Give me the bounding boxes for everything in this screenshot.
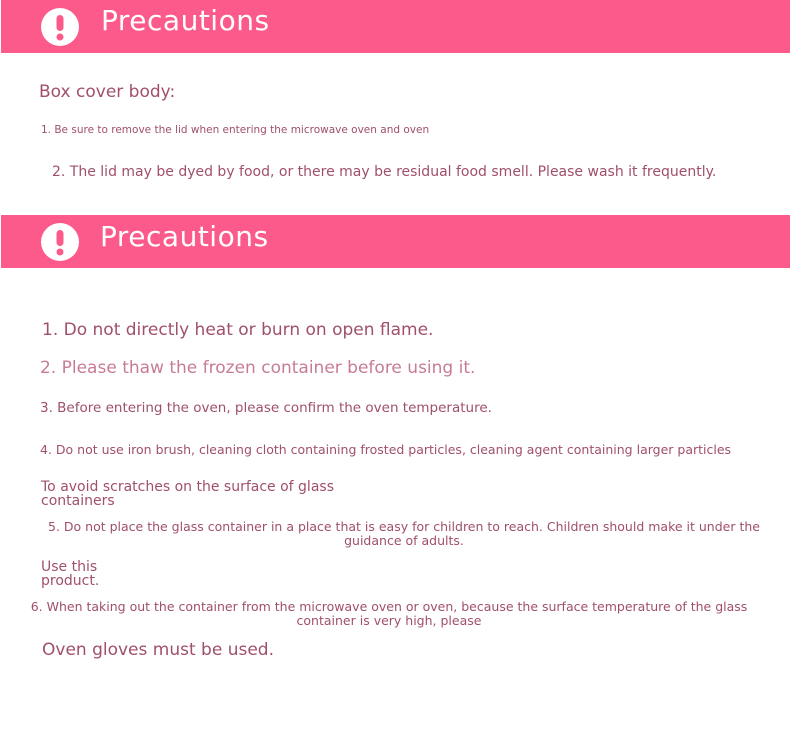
section2-note-line-3: Use this xyxy=(41,559,98,575)
box-cover-heading: Box cover body: xyxy=(39,82,176,102)
section2-note-line-4: product. xyxy=(41,573,100,589)
section-title: Precautions xyxy=(101,4,270,37)
section2-item-6: 6. When taking out the container from the microwave oven or oven, because the surface temperature of the glass container is very high, please xyxy=(30,599,748,628)
section2-note-line-2: containers xyxy=(41,493,115,509)
exclamation-icon xyxy=(41,8,79,46)
oven-gloves-note: Oven gloves must be used. xyxy=(42,640,274,660)
section1-item-2: 2. The lid may be dyed by food, or there may be residual food smell. Please wash it frequently. xyxy=(52,164,717,180)
exclamation-icon xyxy=(41,223,79,261)
section2-item-3: 3. Before entering the oven, please confirm the oven temperature. xyxy=(40,400,492,416)
precautions-banner-2 xyxy=(1,215,790,268)
precautions-banner-1 xyxy=(1,0,790,53)
section2-item-4: 4. Do not use iron brush, cleaning cloth containing frosted particles, cleaning agent containing larger particles xyxy=(40,442,732,457)
section-title: Precautions xyxy=(100,220,269,253)
section2-item-5: 5. Do not place the glass container in a place that is easy for children to reach. Children should make it under the guidance of adults. xyxy=(48,519,760,548)
section2-item-1: 1. Do not directly heat or burn on open flame. xyxy=(42,320,434,340)
section2-note-line-1: To avoid scratches on the surface of glass xyxy=(41,479,334,495)
section2-item-2: 2. Please thaw the frozen container before using it. xyxy=(40,358,476,378)
section1-item-1: 1. Be sure to remove the lid when entering the microwave oven and oven xyxy=(41,124,430,136)
